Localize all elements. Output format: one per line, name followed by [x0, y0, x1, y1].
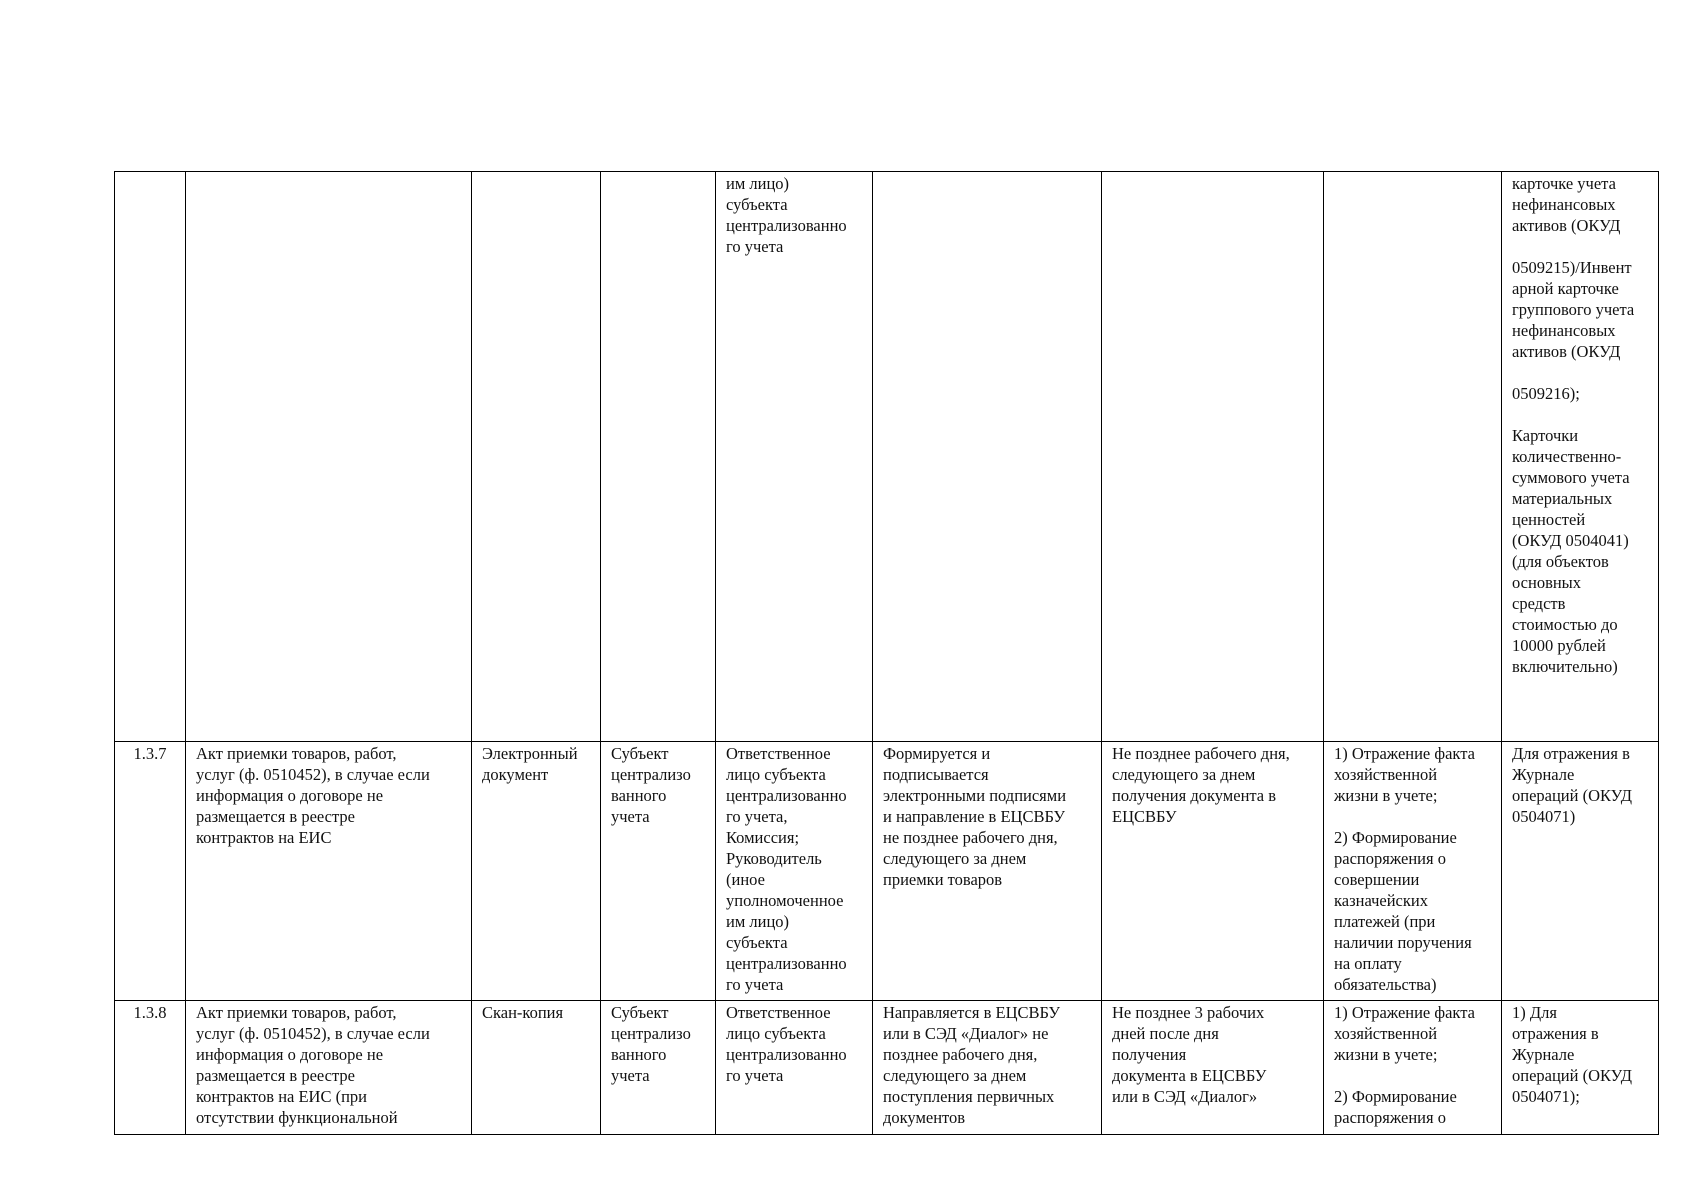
note-cell	[1502, 1001, 1659, 1135]
cell-text-line: документ	[482, 765, 549, 784]
cell-text-line: информация о договоре не	[196, 1045, 384, 1064]
cell-text-line: операций (ОКУД	[1512, 1066, 1632, 1085]
row-number: 1.3.8	[133, 1003, 167, 1022]
cell-text-line: хозяйственной	[1334, 1024, 1438, 1043]
document-format-cell	[472, 172, 601, 742]
note-cell	[1502, 172, 1659, 742]
procedure-cell	[873, 742, 1102, 1001]
cell-text-line: централизованно	[726, 216, 847, 235]
deadline-cell	[1102, 742, 1324, 1001]
cell-text-line: распоряжения о	[1334, 849, 1446, 868]
cell-text-line: учета	[611, 1066, 650, 1085]
creator-cell	[601, 742, 716, 1001]
signer-cell	[716, 172, 873, 742]
cell-text-line: отражения в	[1512, 1024, 1599, 1043]
cell-text-line: карточке учета	[1512, 174, 1616, 193]
purpose-cell	[1324, 1001, 1502, 1135]
purpose-cell	[1324, 742, 1502, 1001]
paragraph-gap	[1334, 806, 1491, 827]
cell-text-line: получения	[1112, 1045, 1187, 1064]
cell-text-line: лицо субъекта	[726, 1024, 826, 1043]
cell-text-line: размещается в реестре	[196, 1066, 355, 1085]
cell-text-line: им лицо)	[726, 174, 790, 193]
cell-text-line: средств	[1512, 594, 1566, 613]
cell-text-line: Для отражения в	[1512, 744, 1630, 763]
cell-text-line: нефинансовых	[1512, 195, 1616, 214]
cell-text-line: 1) Отражение факта	[1334, 1003, 1475, 1022]
paragraph-gap	[1512, 362, 1648, 383]
cell-text-line: Не позднее 3 рабочих	[1112, 1003, 1265, 1022]
document-format-cell	[472, 742, 601, 1001]
row-number-cell	[115, 742, 186, 1001]
cell-text-line: услуг (ф. 0510452), в случае если	[196, 765, 430, 784]
cell-text-line: лицо субъекта	[726, 765, 826, 784]
cell-text-line: обязательства)	[1334, 975, 1437, 994]
row-number: 1.3.7	[133, 744, 167, 763]
cell-text-line: следующего за днем	[883, 849, 1027, 868]
cell-text-line: Акт приемки товаров, работ,	[196, 744, 397, 763]
cell-text-line: документов	[883, 1108, 966, 1127]
cell-text-line: го учета	[726, 237, 784, 256]
cell-text-line: отсутствии функциональной	[196, 1108, 398, 1127]
document-format-cell	[472, 1001, 601, 1135]
cell-text-line: следующего за днем	[883, 1066, 1027, 1085]
cell-text-line: жизни в учете;	[1334, 786, 1438, 805]
cell-text-line: им лицо)	[726, 912, 790, 931]
cell-text-line: получения документа в	[1112, 786, 1277, 805]
cell-text-line: или в СЭД «Диалог» не	[883, 1024, 1049, 1043]
cell-text-line: арной карточке	[1512, 279, 1619, 298]
table-row	[115, 1001, 1659, 1135]
cell-text-line: подписывается	[883, 765, 989, 784]
cell-text-line: 1) Для	[1512, 1003, 1557, 1022]
cell-text-line: Руководитель	[726, 849, 822, 868]
row-number-cell	[115, 172, 186, 742]
cell-text-line: централизованно	[726, 1045, 847, 1064]
cell-text-line: Акт приемки товаров, работ,	[196, 1003, 397, 1022]
cell-text-line: го учета	[726, 1066, 784, 1085]
document-table	[114, 171, 1659, 1135]
paragraph-gap	[1334, 1065, 1491, 1086]
cell-text-line: Электронный	[482, 744, 578, 763]
cell-text-line: или в СЭД «Диалог»	[1112, 1087, 1258, 1106]
table-row	[115, 172, 1659, 742]
cell-text-line: ценностей	[1512, 510, 1586, 529]
cell-text-line: 0509215)/Инвент	[1512, 258, 1632, 277]
cell-text-line: Комиссия;	[726, 828, 800, 847]
cell-text-line: суммового учета	[1512, 468, 1630, 487]
signer-cell	[716, 742, 873, 1001]
cell-text-line: Журнале	[1512, 765, 1575, 784]
cell-text-line: 0504071);	[1512, 1087, 1580, 1106]
cell-text-line: Скан-копия	[482, 1003, 564, 1022]
cell-text-line: субъекта	[726, 933, 788, 952]
cell-text-line: контрактов на ЕИС (при	[196, 1087, 368, 1106]
cell-text-line: дней после дня	[1112, 1024, 1219, 1043]
cell-text-line: ЕЦСВБУ	[1112, 807, 1177, 826]
cell-text-line: централизо	[611, 1024, 691, 1043]
cell-text-line: платежей (при	[1334, 912, 1436, 931]
document-name-cell	[186, 172, 472, 742]
cell-text-line: нефинансовых	[1512, 321, 1616, 340]
cell-text-line: активов (ОКУД	[1512, 342, 1621, 361]
procedure-cell	[873, 172, 1102, 742]
cell-text-line: казначейских	[1334, 891, 1428, 910]
creator-cell	[601, 1001, 716, 1135]
cell-text-line: централизованно	[726, 786, 847, 805]
cell-text-line: учета	[611, 807, 650, 826]
cell-text-line: (иное	[726, 870, 765, 889]
paragraph-gap	[1512, 236, 1648, 257]
cell-text-line: количественно-	[1512, 447, 1622, 466]
note-cell	[1502, 742, 1659, 1001]
cell-text-line: наличии поручения	[1334, 933, 1472, 952]
cell-text-line: 2) Формирование	[1334, 828, 1457, 847]
cell-text-line: активов (ОКУД	[1512, 216, 1621, 235]
cell-text-line: уполномоченное	[726, 891, 844, 910]
table-row	[115, 742, 1659, 1001]
cell-text-line: 0504071)	[1512, 807, 1576, 826]
cell-text-line: ванного	[611, 786, 667, 805]
cell-text-line: электронными подписями	[883, 786, 1067, 805]
paragraph-gap	[1512, 404, 1648, 425]
cell-text-line: Ответственное	[726, 744, 831, 763]
cell-text-line: на оплату	[1334, 954, 1402, 973]
deadline-cell	[1102, 1001, 1324, 1135]
cell-text-line: Журнале	[1512, 1045, 1575, 1064]
document-name-cell	[186, 742, 472, 1001]
cell-text-line: и направление в ЕЦСВБУ	[883, 807, 1066, 826]
cell-text-line: Субъект	[611, 744, 669, 763]
cell-text-line: Карточки	[1512, 426, 1579, 445]
cell-text-line: операций (ОКУД	[1512, 786, 1632, 805]
cell-text-line: основных	[1512, 573, 1582, 592]
cell-text-line: документа в ЕЦСВБУ	[1112, 1066, 1267, 1085]
procedure-cell	[873, 1001, 1102, 1135]
cell-text-line: го учета,	[726, 807, 788, 826]
cell-text-line: группового учета	[1512, 300, 1635, 319]
cell-text-line: распоряжения о	[1334, 1108, 1446, 1127]
cell-text-line: материальных	[1512, 489, 1613, 508]
cell-text-line: (для объектов	[1512, 552, 1609, 571]
cell-text-line: хозяйственной	[1334, 765, 1438, 784]
creator-cell	[601, 172, 716, 742]
cell-text-line: ванного	[611, 1045, 667, 1064]
cell-text-line: централизо	[611, 765, 691, 784]
cell-text-line: (ОКУД 0504041)	[1512, 531, 1629, 550]
cell-text-line: 2) Формирование	[1334, 1087, 1457, 1106]
signer-cell	[716, 1001, 873, 1135]
cell-text-line: субъекта	[726, 195, 788, 214]
cell-text-line: информация о договоре не	[196, 786, 384, 805]
cell-text-line: Не позднее рабочего дня,	[1112, 744, 1290, 763]
row-number-cell	[115, 1001, 186, 1135]
cell-text-line: Направляется в ЕЦСВБУ	[883, 1003, 1061, 1022]
cell-text-line: го учета	[726, 975, 784, 994]
cell-text-line: стоимостью до	[1512, 615, 1618, 634]
cell-text-line: жизни в учете;	[1334, 1045, 1438, 1064]
cell-text-line: Ответственное	[726, 1003, 831, 1022]
cell-text-line: совершении	[1334, 870, 1420, 889]
cell-text-line: не позднее рабочего дня,	[883, 828, 1058, 847]
cell-text-line: услуг (ф. 0510452), в случае если	[196, 1024, 430, 1043]
purpose-cell	[1324, 172, 1502, 742]
cell-text-line: 10000 рублей	[1512, 636, 1606, 655]
document-name-cell	[186, 1001, 472, 1135]
cell-text-line: 0509216);	[1512, 384, 1580, 403]
cell-text-line: Формируется и	[883, 744, 991, 763]
cell-text-line: приемки товаров	[883, 870, 1003, 889]
cell-text-line: позднее рабочего дня,	[883, 1045, 1038, 1064]
cell-text-line: поступления первичных	[883, 1087, 1055, 1106]
cell-text-line: размещается в реестре	[196, 807, 355, 826]
cell-text-line: включительно)	[1512, 657, 1618, 676]
deadline-cell	[1102, 172, 1324, 742]
cell-text-line: Субъект	[611, 1003, 669, 1022]
cell-text-line: следующего за днем	[1112, 765, 1256, 784]
cell-text-line: централизованно	[726, 954, 847, 973]
cell-text-line: 1) Отражение факта	[1334, 744, 1475, 763]
cell-text-line: контрактов на ЕИС	[196, 828, 332, 847]
